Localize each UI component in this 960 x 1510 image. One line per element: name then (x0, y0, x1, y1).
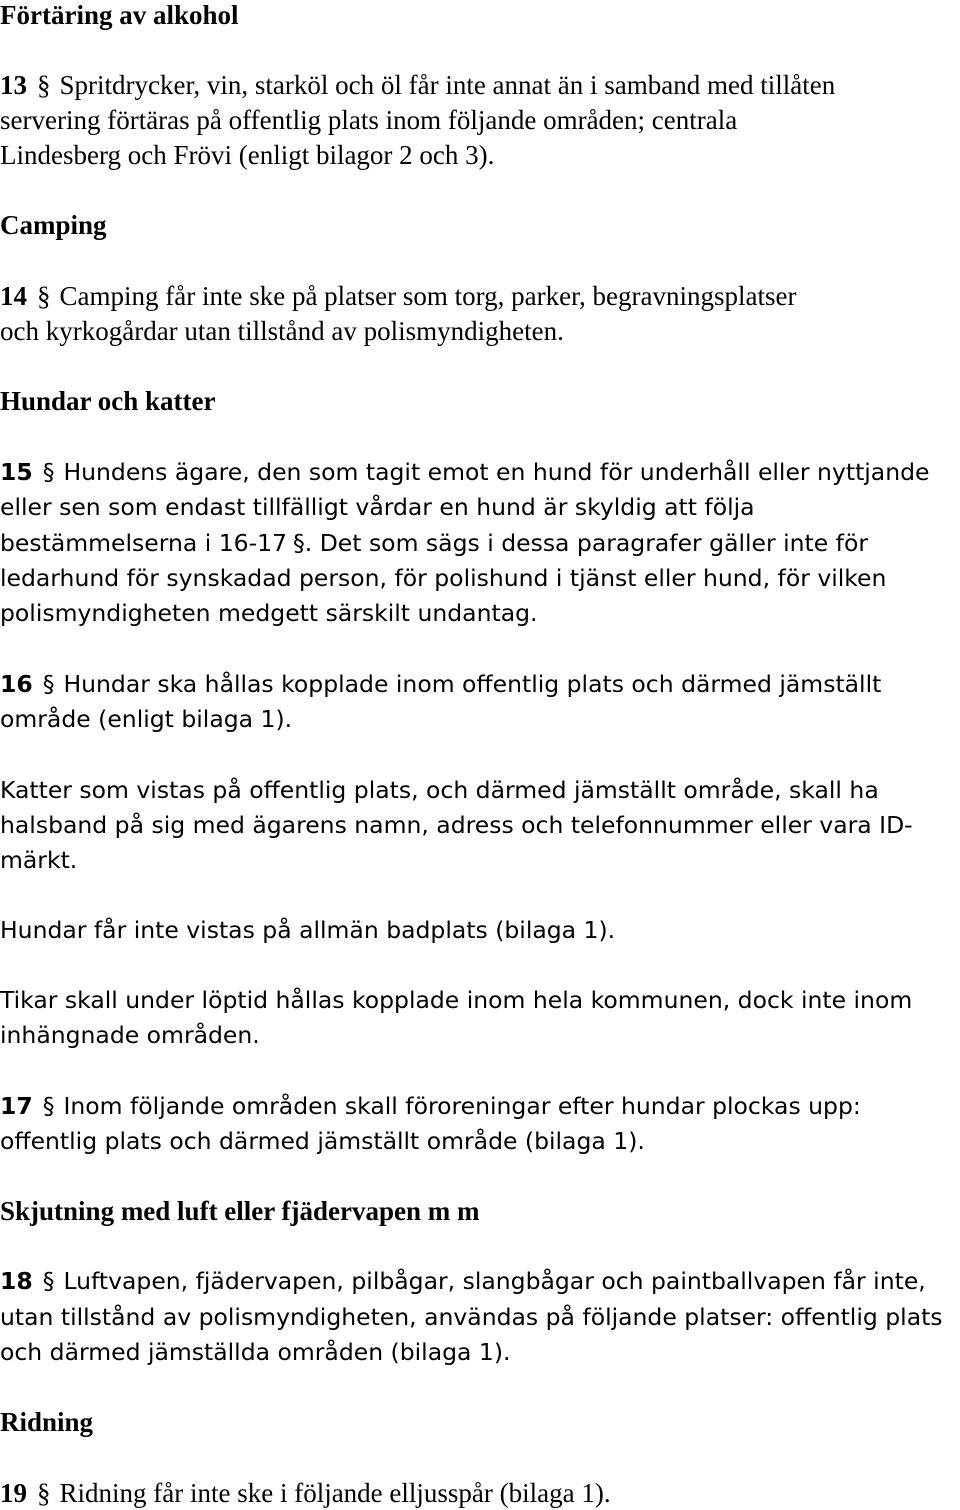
paragraph-text: Camping får inte ske på platser som torg, parker, begravningsplatser (59, 281, 797, 311)
paragraph-text: bestämmelserna i 16-17 (0, 529, 288, 557)
beach-line-1: Hundar får inte vistas på allmän badplats (bilaga 1). (0, 916, 616, 944)
paragraph-15-line-1 (0, 457, 929, 487)
paragraph-18-line-1 (0, 1266, 926, 1296)
paragraph-19-line-1 (0, 1478, 611, 1508)
paragraph-17-line-1 (0, 1091, 861, 1121)
paragraph-number: 16 (0, 670, 33, 698)
section-sign-icon: § (42, 458, 55, 486)
paragraph-text: Hundar ska hållas kopplade inom offentlig plats och därmed jämställt (63, 670, 882, 698)
paragraph-text: . Det som sägs i dessa paragrafer gäller inte för (304, 529, 868, 557)
paragraph-number: 17 (0, 1092, 33, 1120)
heading-pets: Hundar och katter (0, 386, 216, 416)
cats-line-1: Katter som vistas på offentlig plats, och därmed jämställt område, skall ha (0, 776, 879, 804)
paragraph-15-line-3 (0, 528, 868, 558)
section-sign-icon: § (293, 529, 305, 557)
heat-line-1: Tikar skall under löptid hållas kopplade inom hela kommunen, dock inte inom (0, 986, 913, 1014)
cats-line-3: märkt. (0, 846, 78, 874)
section-sign-icon: § (42, 670, 55, 698)
section-sign-icon: § (42, 1267, 55, 1295)
paragraph-18-line-3: och därmed jämställda områden (bilaga 1). (0, 1338, 511, 1366)
paragraph-text: Inom följande områden skall föroreningar efter hundar plockas upp: (63, 1092, 861, 1120)
heading-camping: Camping (0, 210, 107, 240)
heat-line-2: inhängnade områden. (0, 1021, 260, 1049)
paragraph-15-line-4: ledarhund för synskadad person, för polishund i tjänst eller hund, för vilken (0, 564, 887, 592)
paragraph-13-line-2: servering förtäras på offentlig plats inom följande områden; centrala (0, 105, 738, 135)
paragraph-18-line-2: utan tillstånd av polismyndigheten, användas på följande platser: offentlig plats (0, 1303, 943, 1331)
paragraph-15-line-5: polismyndigheten medgett särskilt undantag. (0, 599, 538, 627)
section-sign-icon: § (42, 1092, 55, 1120)
paragraph-number: 15 (0, 458, 33, 486)
heading-alcohol: Förtäring av alkohol (0, 0, 239, 30)
paragraph-text: Spritdrycker, vin, starköl och öl får inte annat än i samband med tillåten (59, 70, 836, 100)
paragraph-14-line-2: och kyrkogårdar utan tillstånd av polismyndigheten. (0, 316, 564, 346)
paragraph-text: Luftvapen, fjädervapen, pilbågar, slangbågar och paintballvapen får inte, (63, 1267, 926, 1295)
heading-riding: Ridning (0, 1407, 94, 1437)
cats-line-2: halsband på sig med ägarens namn, adress och telefonnummer eller vara ID- (0, 811, 913, 839)
paragraph-number: 13 (0, 70, 27, 100)
paragraph-number: 19 (0, 1478, 27, 1508)
section-sign-icon: § (37, 281, 51, 311)
paragraph-16-line-2: område (enligt bilaga 1). (0, 705, 293, 733)
paragraph-text: Ridning får inte ske i följande elljusspår (bilaga 1). (59, 1478, 611, 1508)
section-sign-icon: § (37, 70, 51, 100)
paragraph-14-line-1 (0, 281, 796, 311)
paragraph-13-line-1 (0, 70, 835, 100)
paragraph-15-line-2: eller sen som endast tillfälligt vårdar en hund är skyldig att följa (0, 493, 755, 521)
heading-shooting: Skjutning med luft eller fjädervapen m m (0, 1196, 480, 1226)
paragraph-text: Hundens ägare, den som tagit emot en hund för underhåll eller nyttjande (63, 458, 930, 486)
paragraph-16-line-1 (0, 669, 881, 699)
paragraph-number: 18 (0, 1267, 33, 1295)
section-sign-icon: § (37, 1478, 51, 1508)
paragraph-17-line-2: offentlig plats och därmed jämställt område (bilaga 1). (0, 1127, 645, 1155)
paragraph-13-line-3: Lindesberg och Frövi (enligt bilagor 2 och 3). (0, 140, 495, 170)
paragraph-number: 14 (0, 281, 27, 311)
